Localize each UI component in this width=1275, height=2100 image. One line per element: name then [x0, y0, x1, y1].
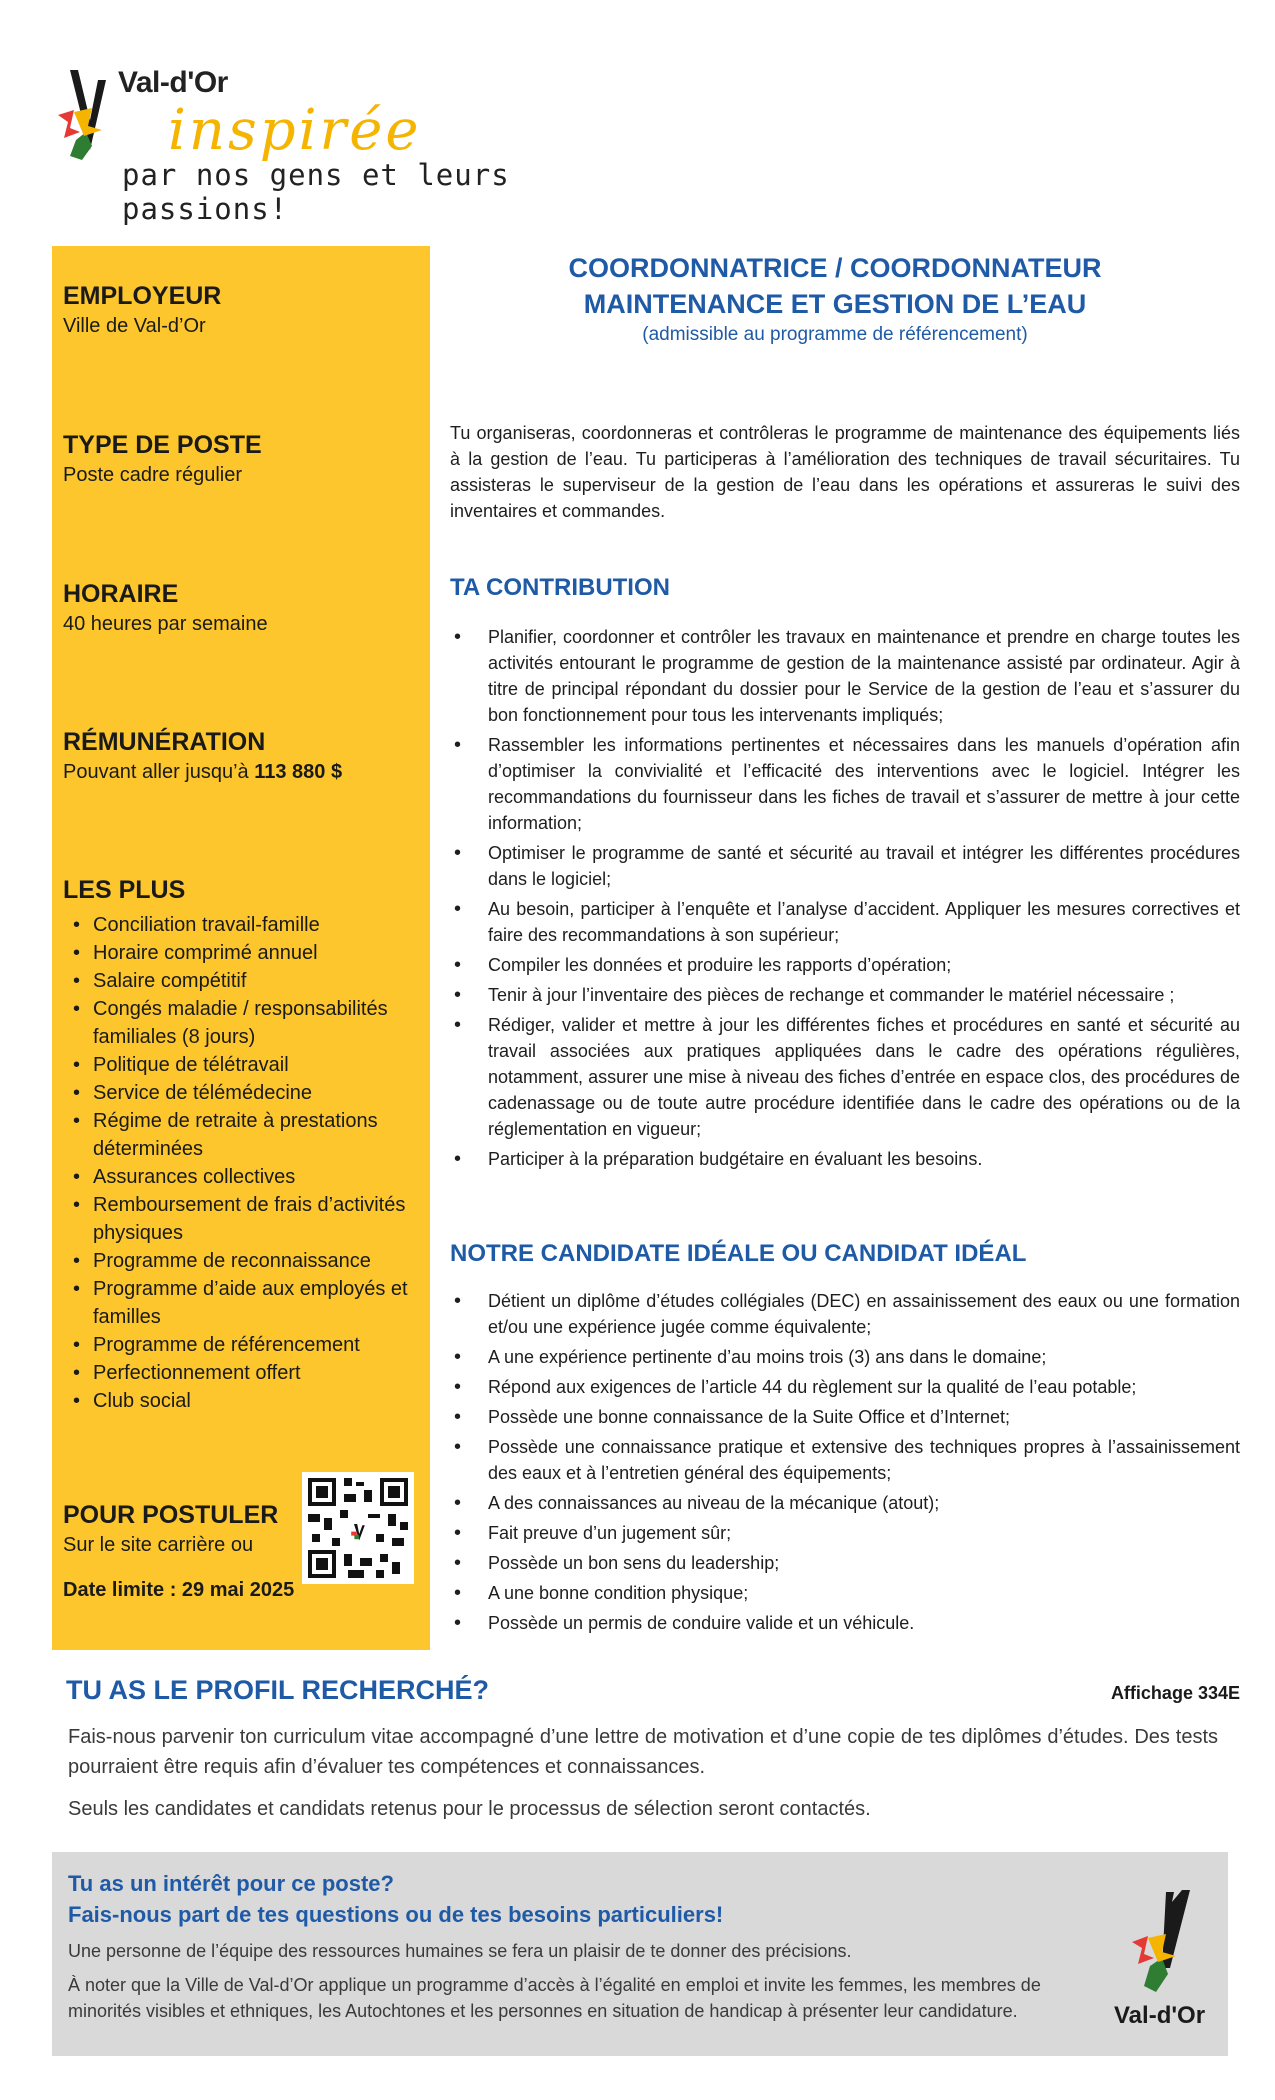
employer-heading: EMPLOYEUR	[63, 282, 222, 310]
employer-block	[63, 282, 221, 338]
contribution-item: • Optimiser le programme de santé et sécurité au travail et intégrer les différentes procédures dans le logiciel;	[450, 840, 1240, 892]
pay-prefix: Pouvant aller jusqu’à	[63, 761, 255, 783]
perk-item: • Conciliation travail-famille	[63, 911, 423, 939]
perk-item: • Horaire comprimé annuel	[63, 939, 423, 967]
pay-amount: 113 880 $	[254, 761, 343, 783]
contact-text-2: À noter que la Ville de Val-d’Or applique un programme d’accès à l’égalité en emploi et invite les femmes, les membres de minorités visibles et ethniques, les Autochtones et les personnes en situation de handicap à présenter leur candidature.	[68, 1975, 1041, 2021]
brand-script: inspirée	[168, 98, 422, 163]
candidate-section	[450, 1240, 1240, 1640]
job-title-block	[450, 250, 1220, 346]
contact-text-1: Une personne de l’équipe des ressources humaines se fera un plaisir de te donner des précisions.	[68, 1941, 852, 1961]
perk-item: • Salaire compétitif	[63, 967, 423, 995]
candidate-item: • Détient un diplôme d’études collégiales (DEC) en assainissement des eaux ou une formation et/ou une expérience jugée comme équivalente;	[450, 1288, 1240, 1340]
info-sidebar	[52, 246, 430, 1650]
candidate-item: • Possède un permis de conduire valide et un véhicule.	[450, 1610, 1240, 1636]
footer-logo-text: Val-d'Or	[1114, 2002, 1206, 2029]
perk-item: • Service de télémédecine	[63, 1079, 423, 1107]
qr-code[interactable]	[302, 1472, 414, 1584]
type-value: Poste cadre régulier	[63, 464, 242, 486]
perk-item: • Club social	[63, 1387, 423, 1415]
contribution-item: • Planifier, coordonner et contrôler les travaux en maintenance et prendre en charge toutes les activités entourant le programme de gestion de la maintenance assisté par ordinateur. Agir à titre de principal répondant du dossier pour le Service de la gestion de l’eau et s’assurer du bon fonctionnement pour tous les intervenants impliqués;	[450, 624, 1240, 728]
profile-note: Seuls les candidates et candidats retenus pour le processus de sélection seront contactés.	[68, 1798, 871, 1820]
contribution-item: • Compiler les données et produire les rapports d’opération;	[450, 952, 1240, 978]
brand-name: Val-d'Or	[118, 66, 228, 99]
employer-value: Ville de Val-d’Or	[63, 315, 206, 337]
candidate-item: • A des connaissances au niveau de la mécanique (atout);	[450, 1490, 1240, 1516]
contribution-item: • Participer à la préparation budgétaire en évaluant les besoins.	[450, 1146, 1240, 1172]
val-dor-emblem-icon	[1120, 1888, 1206, 1998]
candidate-heading: NOTRE CANDIDATE IDÉALE OU CANDIDAT IDÉAL	[450, 1240, 1027, 1267]
contribution-item: • Rédiger, valider et mettre à jour les différentes fiches et procédures en santé et sécurité au travail associées aux pratiques appliquées dans le cadre des opérations régulières, notamment, assurer une mise à niveau des fiches d’entrée en espace clos, des procédures de cadenassage ou de toute autre procédure identifiée dans le cadre des opérations ou de la réglementation en vigueur;	[450, 1012, 1240, 1142]
perk-item: • Congés maladie / responsabilités familiales (8 jours)	[63, 995, 423, 1051]
candidate-item: • A une expérience pertinente d’au moins trois (3) ans dans le domaine;	[450, 1344, 1240, 1370]
pay-value	[63, 761, 342, 784]
posting-number: Affichage 334E	[1110, 1683, 1240, 1703]
contact-heading-1: Tu as un intérêt pour ce poste?	[68, 1871, 394, 1896]
perks-heading: LES PLUS	[63, 876, 186, 904]
candidate-item: • Fait preuve d’un jugement sûr;	[450, 1520, 1240, 1546]
job-title-line1: COORDONNATRICE / COORDONNATEUR	[568, 253, 1102, 283]
profile-heading: TU AS LE PROFIL RECHERCHÉ?	[66, 1675, 490, 1705]
contribution-item: • Tenir à jour l’inventaire des pièces de rechange et commander le matériel nécessaire ;	[450, 982, 1240, 1008]
schedule-block	[63, 580, 268, 636]
candidate-item: • A une bonne condition physique;	[450, 1580, 1240, 1606]
pay-block	[63, 728, 342, 784]
qr-code-icon	[304, 1474, 412, 1582]
perk-item: • Programme d’aide aux employés et familles	[63, 1275, 423, 1331]
candidate-item: • Possède un bon sens du leadership;	[450, 1550, 1240, 1576]
perk-item: • Remboursement de frais d’activités physiques	[63, 1191, 423, 1247]
candidate-list	[450, 1288, 1240, 1636]
schedule-value: 40 heures par semaine	[63, 613, 268, 635]
apply-block	[63, 1501, 294, 1602]
perk-item: • Régime de retraite à prestations déterminées	[63, 1107, 423, 1163]
contribution-heading: TA CONTRIBUTION	[450, 574, 670, 601]
profile-text: Fais-nous parvenir ton curriculum vitae accompagné d’une lettre de motivation et d’une copie de tes diplômes d’études. Des tests pourraient être requis afin d’évaluer tes compétences et connaissances.	[68, 1726, 1218, 1778]
apply-heading: POUR POSTULER	[63, 1501, 279, 1529]
perk-item: • Programme de reconnaissance	[63, 1247, 423, 1275]
job-subtitle: (admissible au programme de référencement)	[642, 324, 1028, 345]
perks-list	[63, 911, 423, 1415]
apply-text: Sur le site carrière ou	[63, 1534, 254, 1556]
contact-heading-2: Fais-nous part de tes questions ou de tes besoins particuliers!	[68, 1902, 724, 1927]
candidate-item: • Possède une bonne connaissance de la Suite Office et d’Internet;	[450, 1404, 1240, 1430]
contact-content	[68, 1868, 1068, 2024]
type-block	[63, 431, 262, 487]
schedule-heading: HORAIRE	[63, 580, 179, 608]
perk-item: • Politique de télétravail	[63, 1051, 423, 1079]
contribution-list	[450, 624, 1240, 1172]
candidate-item: • Répond aux exigences de l’article 44 du règlement sur la qualité de l’eau potable;	[450, 1374, 1240, 1400]
footer-logo	[1108, 1888, 1218, 2038]
contribution-section	[450, 574, 1240, 1176]
brand-tagline: par nos gens et leurs passions!	[122, 158, 510, 226]
candidate-item: • Possède une connaissance pratique et extensive des techniques propres à l’assainissement des eaux et à l’entretien général des équipements;	[450, 1434, 1240, 1486]
job-title-line2: MAINTENANCE ET GESTION DE L’EAU	[583, 289, 1087, 319]
perks-block	[63, 876, 423, 1415]
perk-item: • Assurances collectives	[63, 1163, 423, 1191]
deadline: Date limite : 29 mai 2025	[63, 1579, 295, 1601]
perk-item: • Perfectionnement offert	[63, 1359, 423, 1387]
contribution-item: • Rassembler les informations pertinentes et nécessaires dans les manuels d’opération afin d’optimiser la convivialité et l’efficacité des interventions avec le logiciel. Intégrer les recommandations du fournisseur dans les fiches de travail et s’assurer de mettre à jour cette information;	[450, 732, 1240, 836]
type-heading: TYPE DE POSTE	[63, 431, 262, 459]
pay-heading: RÉMUNÉRATION	[63, 728, 266, 756]
job-intro: Tu organiseras, coordonneras et contrôleras le programme de maintenance des équipements liés à la gestion de l’eau. Tu participeras à l’amélioration des techniques de travail sécuritaires. Tu assisteras le superviseur de la gestion de l’eau dans les opérations et assureras le suivi des inventaires et commandes.	[450, 423, 1240, 521]
contact-box	[52, 1852, 1228, 2056]
contribution-item: • Au besoin, participer à l’enquête et l’analyse d’accident. Appliquer les mesures correctives et faire des recommandations à son supérieur;	[450, 896, 1240, 948]
header-logo	[50, 60, 610, 226]
perk-item: • Programme de référencement	[63, 1331, 423, 1359]
